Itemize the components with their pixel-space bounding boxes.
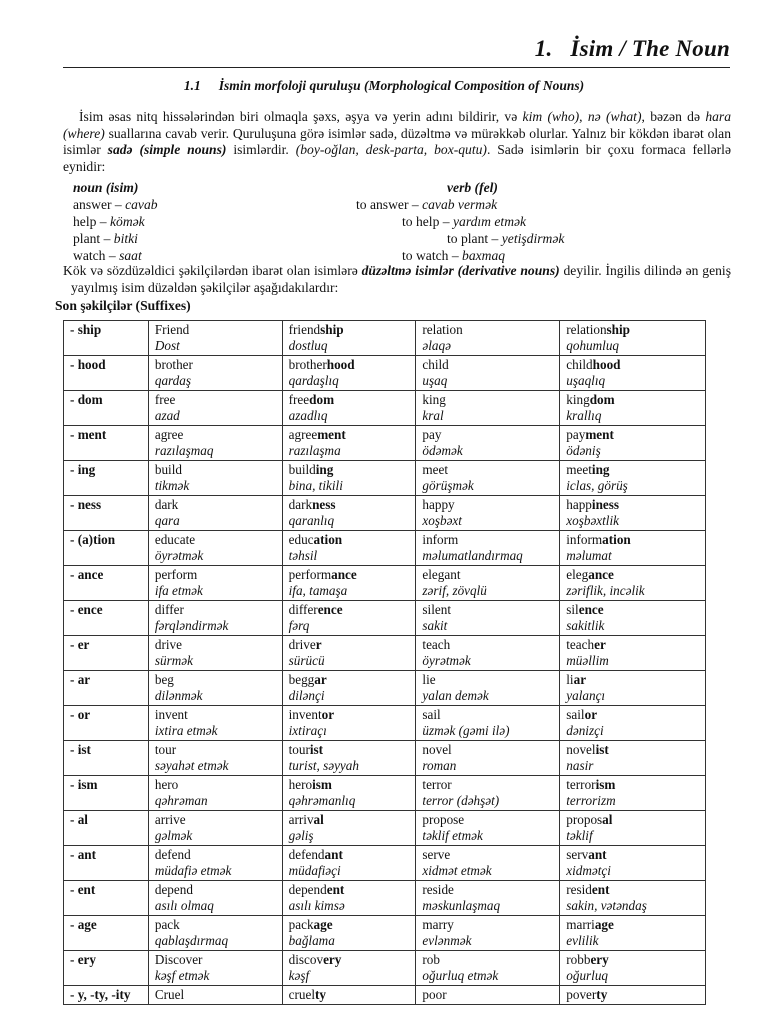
- base-word-cell: tour səyahət etmək: [148, 741, 282, 776]
- table-row: [64, 461, 706, 496]
- derived-word-cell: liar yalançı: [560, 671, 706, 706]
- table-row: [64, 391, 706, 426]
- suffix-cell: - ery: [64, 951, 149, 986]
- base-word-cell: build tikmək: [148, 461, 282, 496]
- base-word-cell: agree razılaşmaq: [148, 426, 282, 461]
- derived-word-cell: kingdom krallıq: [560, 391, 706, 426]
- suffix-cell: - ant: [64, 846, 149, 881]
- suffix-cell: - al: [64, 811, 149, 846]
- base-word-cell: reside məskunlaşmaq: [416, 881, 560, 916]
- intro-text: isimlərdir.: [226, 142, 296, 157]
- base-word-cell: happy xoşbəxt: [416, 496, 560, 531]
- derived-word-cell: happiness xoşbəxtlik: [560, 496, 706, 531]
- suffix-cell: - ism: [64, 776, 149, 811]
- derived-word-cell: proposal təklif: [560, 811, 706, 846]
- base-word-cell: depend asılı olmaq: [148, 881, 282, 916]
- derived-word-cell: payment ödəniş: [560, 426, 706, 461]
- suffix-cell: - ence: [64, 601, 149, 636]
- derived-word-cell: driver sürücü: [282, 636, 416, 671]
- table-row: [64, 636, 706, 671]
- base-word-cell: drive sürmək: [148, 636, 282, 671]
- base-word-cell: differ fərqləndirmək: [148, 601, 282, 636]
- noun-item: help – kömək: [73, 214, 145, 229]
- noun-column-head: noun (isim): [73, 180, 139, 195]
- derived-word-cell: information məlumat: [560, 531, 706, 566]
- suffix-cell: - ness: [64, 496, 149, 531]
- table-row: [64, 776, 706, 811]
- base-word-cell: pack qablaşdırmaq: [148, 916, 282, 951]
- base-word-cell: meet görüşmək: [416, 461, 560, 496]
- derived-word-cell: marriage evlilik: [560, 916, 706, 951]
- base-word-cell: lie yalan demək: [416, 671, 560, 706]
- base-word-cell: serve xidmət etmək: [416, 846, 560, 881]
- derived-word-cell: teacher müəllim: [560, 636, 706, 671]
- chapter-title: İsim / The Noun: [570, 36, 730, 61]
- derived-word-cell: package bağlama: [282, 916, 416, 951]
- table-row: [64, 531, 706, 566]
- derived-word-cell: tourist turist, səyyah: [282, 741, 416, 776]
- suffix-cell: - ar: [64, 671, 149, 706]
- derived-word-cell: resident sakin, vətəndaş: [560, 881, 706, 916]
- noun-item: answer – cavab: [73, 197, 158, 212]
- base-word-cell: terror terror (dəhşət): [416, 776, 560, 811]
- suffix-cell: - hood: [64, 356, 149, 391]
- base-word-cell: poor: [416, 986, 560, 1005]
- derived-word-cell: freedom azadlıq: [282, 391, 416, 426]
- derived-word-cell: silence sakitlik: [560, 601, 706, 636]
- derived-word-cell: servant xidmətçi: [560, 846, 706, 881]
- base-word-cell: novel roman: [416, 741, 560, 776]
- table-row: [64, 881, 706, 916]
- derived-word-cell: performance ifa, tamaşa: [282, 566, 416, 601]
- derivative-term: düzəltmə isimlər (derivative nouns): [361, 263, 560, 278]
- table-row: [64, 741, 706, 776]
- base-word-cell: defend müdafiə etmək: [148, 846, 282, 881]
- suffix-cell: - ist: [64, 741, 149, 776]
- base-word-cell: brother qardaş: [148, 356, 282, 391]
- derivative-text: deyilir. İngilis dilində ən geniş yayılmış isim düzəldən şəkilçilər aşağıdakılardır:: [71, 263, 731, 295]
- derived-word-cell: building bina, tikili: [282, 461, 416, 496]
- derived-word-cell: relationship qohumluq: [560, 321, 706, 356]
- intro-hara: hara (where): [63, 109, 731, 141]
- derived-word-cell: heroism qəhrəmanlıq: [282, 776, 416, 811]
- noun-item: watch – saat: [73, 248, 142, 263]
- derived-word-cell: inventor ixtiraçı: [282, 706, 416, 741]
- heading-rule: [63, 67, 730, 68]
- table-row: [64, 951, 706, 986]
- base-word-cell: arrive gəlmək: [148, 811, 282, 846]
- base-word-cell: perform ifa etmək: [148, 566, 282, 601]
- verb-item: to watch – baxmaq: [402, 248, 506, 263]
- derivative-text: Kök və sözdüzəldici şəkilçilərdən ibarət olan isimlərə: [63, 263, 362, 278]
- derived-word-cell: education təhsil: [282, 531, 416, 566]
- base-word-cell: Discover kəşf etmək: [148, 951, 282, 986]
- table-row: [64, 846, 706, 881]
- table-row: [64, 356, 706, 391]
- suffix-cell: - age: [64, 916, 149, 951]
- intro-paragraph: [63, 109, 731, 175]
- intro-text: , bəzən də: [641, 109, 706, 124]
- derived-word-cell: elegance zəriflik, incəlik: [560, 566, 706, 601]
- base-word-cell: dark qara: [148, 496, 282, 531]
- table-row: [64, 321, 706, 356]
- table-row: [64, 811, 706, 846]
- derived-word-cell: defendant müdafiəçi: [282, 846, 416, 881]
- intro-examples: (boy-oğlan, desk-parta, box-qutu): [295, 142, 487, 157]
- section-heading: [0, 78, 768, 94]
- suffixes-heading: Son şəkilçilər (Suffixes): [55, 298, 191, 313]
- base-word-cell: invent ixtira etmək: [148, 706, 282, 741]
- base-word-cell: child uşaq: [416, 356, 560, 391]
- section-title: İsmin morfoloji quruluşu (Morphological Composition of Nouns): [218, 78, 585, 93]
- suffix-cell: - ing: [64, 461, 149, 496]
- derived-word-cell: dependent asılı kimsə: [282, 881, 416, 916]
- derived-word-cell: difference fərq: [282, 601, 416, 636]
- suffix-cell: - ance: [64, 566, 149, 601]
- derived-word-cell: meeting iclas, görüş: [560, 461, 706, 496]
- base-word-cell: inform məlumatlandırmaq: [416, 531, 560, 566]
- derivative-paragraph: [63, 263, 731, 296]
- derived-word-cell: childhood uşaqlıq: [560, 356, 706, 391]
- suffix-cell: - ment: [64, 426, 149, 461]
- chapter-number: 1.: [534, 36, 553, 61]
- chapter-heading: [535, 36, 730, 62]
- intro-text: İsim əsas nitq hissələrindən biri olmaqla şəxs, əşya və yerin adını bildirir, və: [79, 109, 523, 124]
- derived-word-cell: brotherhood qardaşlıq: [282, 356, 416, 391]
- base-word-cell: relation əlaqə: [416, 321, 560, 356]
- derived-word-cell: arrival gəliş: [282, 811, 416, 846]
- base-word-cell: marry evlənmək: [416, 916, 560, 951]
- noun-item: plant – bitki: [73, 231, 138, 246]
- derived-word-cell: discovery kəşf: [282, 951, 416, 986]
- intro-kim: kim (who): [522, 109, 580, 124]
- base-word-cell: free azad: [148, 391, 282, 426]
- base-word-cell: sail üzmək (gəmi ilə): [416, 706, 560, 741]
- base-word-cell: elegant zərif, zövqlü: [416, 566, 560, 601]
- table-row: [64, 566, 706, 601]
- derived-word-cell: novelist nasir: [560, 741, 706, 776]
- base-word-cell: beg dilənmək: [148, 671, 282, 706]
- derived-word-cell: poverty: [560, 986, 706, 1005]
- derived-word-cell: friendship dostluq: [282, 321, 416, 356]
- base-word-cell: propose təklif etmək: [416, 811, 560, 846]
- suffix-cell: - dom: [64, 391, 149, 426]
- derived-word-cell: cruelty: [282, 986, 416, 1005]
- suffix-cell: - or: [64, 706, 149, 741]
- suffix-cell: - (a)tion: [64, 531, 149, 566]
- base-word-cell: king kral: [416, 391, 560, 426]
- intro-ne: nə (what): [587, 109, 642, 124]
- verb-item: to help – yardım etmək: [402, 214, 527, 229]
- table-row: [64, 601, 706, 636]
- derived-word-cell: terrorism terrorizm: [560, 776, 706, 811]
- table-row: [64, 671, 706, 706]
- table-row: [64, 706, 706, 741]
- intro-text: suallarına cavab verir. Quruluşuna görə isimlər sadə, düzəltmə və mürəkkəb olurlar. Yalnız bir kökdən ibarət olan isimlər: [63, 125, 731, 157]
- intro-text: . Sadə isimlərin bir çoxu formaca fellərlə eynidir:: [63, 142, 731, 174]
- base-word-cell: educate öyrətmək: [148, 531, 282, 566]
- base-word-cell: Cruel: [148, 986, 282, 1005]
- suffix-cell: - er: [64, 636, 149, 671]
- derived-word-cell: agreement razılaşma: [282, 426, 416, 461]
- table-row: [64, 986, 706, 1005]
- verb-item: to plant – yetişdirmək: [447, 231, 565, 246]
- base-word-cell: pay ödəmək: [416, 426, 560, 461]
- table-row: [64, 496, 706, 531]
- suffix-cell: - ship: [64, 321, 149, 356]
- base-word-cell: hero qəhrəman: [148, 776, 282, 811]
- table-row: [64, 426, 706, 461]
- section-number: 1.1: [183, 78, 201, 93]
- base-word-cell: teach öyrətmək: [416, 636, 560, 671]
- intro-simple-nouns: sadə (simple nouns): [107, 142, 227, 157]
- base-word-cell: silent sakit: [416, 601, 560, 636]
- derived-word-cell: robbery oğurluq: [560, 951, 706, 986]
- table-row: [64, 916, 706, 951]
- suffix-cell: - y, -ty, -ity: [64, 986, 149, 1005]
- derived-word-cell: sailor dənizçi: [560, 706, 706, 741]
- verb-item: to answer – cavab vermək: [356, 197, 498, 212]
- base-word-cell: Friend Dost: [148, 321, 282, 356]
- suffix-cell: - ent: [64, 881, 149, 916]
- suffix-table: [63, 320, 706, 1005]
- derived-word-cell: beggar dilənçi: [282, 671, 416, 706]
- derived-word-cell: darkness qaranlıq: [282, 496, 416, 531]
- base-word-cell: rob oğurluq etmək: [416, 951, 560, 986]
- intro-text: ,: [579, 109, 588, 124]
- verb-column-head: verb (fel): [447, 180, 498, 195]
